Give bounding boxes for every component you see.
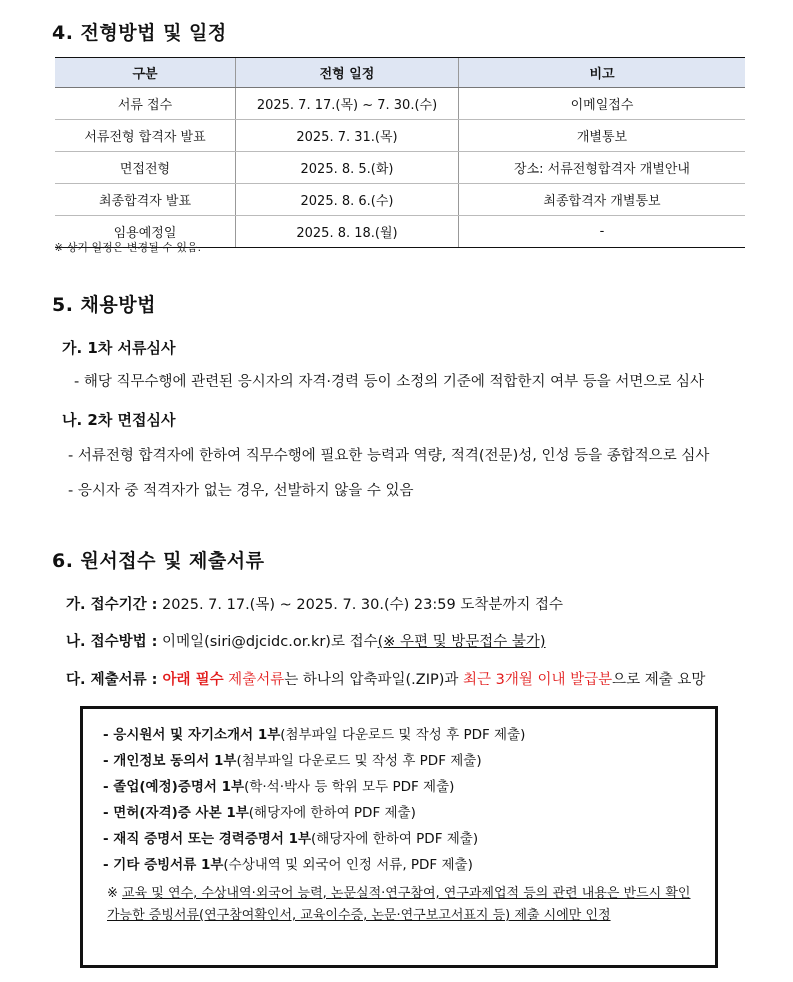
table-cell: 면접전형: [55, 152, 236, 184]
interview-text-2: - 응시자 중 적격자가 없는 경우, 선발하지 않을 수 있음: [68, 483, 414, 499]
table-cell: 이메일접수: [459, 88, 746, 120]
application-period: [66, 593, 563, 614]
doc-detail: (해당자에 한하여 PDF 제출): [248, 805, 416, 821]
section-5-title: 5. 채용방법: [52, 294, 156, 316]
table-cell: 장소: 서류전형합격자 개별안내: [459, 152, 746, 184]
table-cell: 2025. 8. 6.(수): [236, 184, 459, 216]
table-cell: 개별통보: [459, 120, 746, 152]
table-cell: 임용예정일: [55, 216, 236, 248]
list-item: [103, 775, 454, 795]
list-item: [103, 827, 478, 847]
doc-name: - 졸업(예정)증명서 1부: [103, 779, 245, 795]
doc-name: - 재직 증명서 또는 경력증명서 1부: [103, 831, 312, 847]
column-header: 구분: [55, 58, 236, 88]
column-header: 비고: [459, 58, 746, 88]
table-cell: 최종합격자 발표: [55, 184, 236, 216]
application-method-value: 이메일(siri@djcidc.or.kr)로 접수: [157, 634, 378, 650]
interview-text-1: - 서류전형 합격자에 한하여 직무수행에 필요한 능력과 역량, 적격(전문)성, 인성 등을 종합적으로 심사: [68, 448, 710, 464]
document-review-text: - 해당 직무수행에 관련된 응시자의 자격·경력 등이 소정의 기준에 적합한지 여부 등을 서면으로 심사: [74, 374, 705, 390]
list-item: [103, 853, 473, 873]
doc-name: - 응시원서 및 자기소개서 1부: [103, 727, 281, 743]
table-row: [55, 152, 745, 184]
schedule-table: [55, 57, 745, 248]
doc-detail: (첨부파일 다운로드 및 작성 후 PDF 제출): [236, 753, 482, 769]
table-row: [55, 184, 745, 216]
table-row: [55, 120, 745, 152]
doc-name: - 기타 증빙서류 1부: [103, 857, 224, 873]
table-cell: -: [459, 216, 746, 248]
table-cell: 2025. 8. 5.(화): [236, 152, 459, 184]
document-review-heading: 가. 1차 서류심사: [62, 339, 176, 357]
section-6-title: 6. 원서접수 및 제출서류: [52, 550, 265, 572]
required-emphasis-2: 제출서류: [223, 672, 285, 688]
section-4-title: 4. 전형방법 및 일정: [52, 22, 227, 44]
doc-name: - 개인정보 동의서 1부: [103, 753, 237, 769]
table-cell: 2025. 7. 31.(목): [236, 120, 459, 152]
required-documents-end: 으로 제출 요망: [612, 672, 706, 688]
table-cell: 최종합격자 개별통보: [459, 184, 746, 216]
required-documents-label: 다. 제출서류 :: [66, 672, 158, 688]
application-method-notice: (※ 우편 및 방문접수 불가): [377, 634, 546, 650]
table-cell: 서류전형 합격자 발표: [55, 120, 236, 152]
list-item: [103, 723, 525, 743]
table-header-row: [55, 58, 745, 88]
table-cell: 서류 접수: [55, 88, 236, 120]
doc-detail: (첨부파일 다운로드 및 작성 후 PDF 제출): [280, 727, 526, 743]
list-item: [103, 749, 482, 769]
remark-text: 교육 및 연수, 수상내역·외국어 능력, 논문실적·연구참여, 연구과제업적 등의 관련 내용은 반드시 확인 가능한 증빙서류(연구참여확인서, 교육이수증, 논문·연구보고서표지 등) 제출 시에만 인정: [107, 886, 691, 923]
table-cell: 2025. 8. 18.(월): [236, 216, 459, 248]
application-method: [66, 630, 546, 651]
schedule-note: ※ 상기 일정은 변경될 수 있음.: [54, 241, 202, 254]
column-header: 전형 일정: [236, 58, 459, 88]
document-list-box: [80, 706, 718, 968]
application-method-label: 나. 접수방법 :: [66, 634, 158, 650]
doc-name: - 면허(자격)증 사본 1부: [103, 805, 249, 821]
evidence-remark: [107, 883, 703, 927]
table-row: [55, 88, 745, 120]
interview-heading: 나. 2차 면접심사: [62, 411, 176, 429]
doc-detail: (수상내역 및 외국어 인정 서류, PDF 제출): [223, 857, 473, 873]
required-documents-text: 는 하나의 압축파일(.ZIP)과: [284, 672, 463, 688]
list-item: [103, 801, 416, 821]
application-period-value: 2025. 7. 17.(목) ~ 2025. 7. 30.(수) 23:59 도착분까지 접수: [157, 597, 563, 613]
remark-mark: ※: [107, 886, 123, 901]
doc-detail: (학·석·박사 등 학위 모두 PDF 제출): [244, 779, 455, 795]
required-documents-line: [66, 668, 705, 689]
application-period-label: 가. 접수기간 :: [66, 597, 158, 613]
required-emphasis: 아래 필수: [157, 672, 224, 688]
recent-issue-emphasis: 최근 3개월 이내 발급분: [463, 672, 613, 688]
table-cell: 2025. 7. 17.(목) ~ 7. 30.(수): [236, 88, 459, 120]
doc-detail: (해당자에 한하여 PDF 제출): [311, 831, 479, 847]
